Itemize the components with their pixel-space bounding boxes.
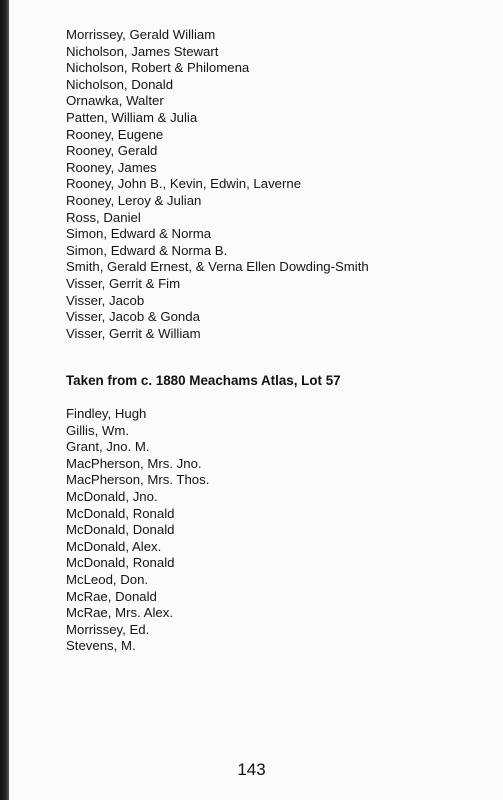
list-item: Rooney, Leroy & Julian (66, 192, 202, 208)
list-item: Rooney, James (66, 159, 157, 175)
list-item: Morrissey, Ed. (66, 621, 150, 637)
list-item: McDonald, Donald (66, 522, 175, 538)
list-item: Simon, Edward & Norma B. (66, 242, 228, 258)
list-item: McDonald, Ronald (66, 555, 175, 571)
list-item: Visser, Gerrit & Fim (66, 275, 181, 291)
list-item: McDonald, Ronald (66, 505, 175, 521)
list-item: Visser, Gerrit & William (66, 325, 201, 341)
list-item: Ross, Daniel (66, 209, 141, 225)
list-item: Rooney, John B., Kevin, Edwin, Laverne (66, 176, 302, 192)
list-item: Rooney, Gerald (66, 143, 158, 159)
list-item: McDonald, Jno. (66, 488, 158, 504)
page-binding-edge (0, 0, 9, 800)
list-item: Visser, Jacob & Gonda (66, 309, 200, 325)
list-item: Simon, Edward & Norma (66, 226, 212, 242)
list-item: Patten, William & Julia (66, 109, 198, 125)
list-item: Smith, Gerald Ernest, & Verna Ellen Dowding-Smith (66, 259, 369, 275)
list-item: Gillis, Wm. (66, 422, 129, 438)
list-item: Nicholson, Robert & Philomena (66, 60, 250, 76)
list-item: Grant, Jno. M. (66, 439, 150, 455)
list-item: Visser, Jacob (66, 292, 145, 308)
list-item: Rooney, Eugene (66, 126, 164, 142)
list-item: Nicholson, James Stewart (66, 43, 219, 59)
list-item: McRae, Mrs. Alex. (66, 605, 173, 621)
name-list-atlas (66, 406, 209, 655)
list-item: McRae, Donald (66, 588, 157, 604)
section-heading: Taken from c. 1880 Meachams Atlas, Lot 57 (66, 373, 341, 388)
name-list-current (66, 27, 369, 342)
list-item: MacPherson, Mrs. Thos. (66, 472, 210, 488)
list-item: McLeod, Don. (66, 571, 149, 587)
list-item: Morrissey, Gerald William (66, 27, 216, 42)
list-item: Findley, Hugh (66, 406, 147, 421)
page-number: 143 (237, 760, 266, 779)
list-item: Ornawka, Walter (66, 93, 164, 109)
list-item: Nicholson, Donald (66, 76, 174, 92)
list-item: Stevens, M. (66, 638, 136, 654)
list-item: McDonald, Alex. (66, 538, 162, 554)
list-item: MacPherson, Mrs. Jno. (66, 455, 202, 471)
